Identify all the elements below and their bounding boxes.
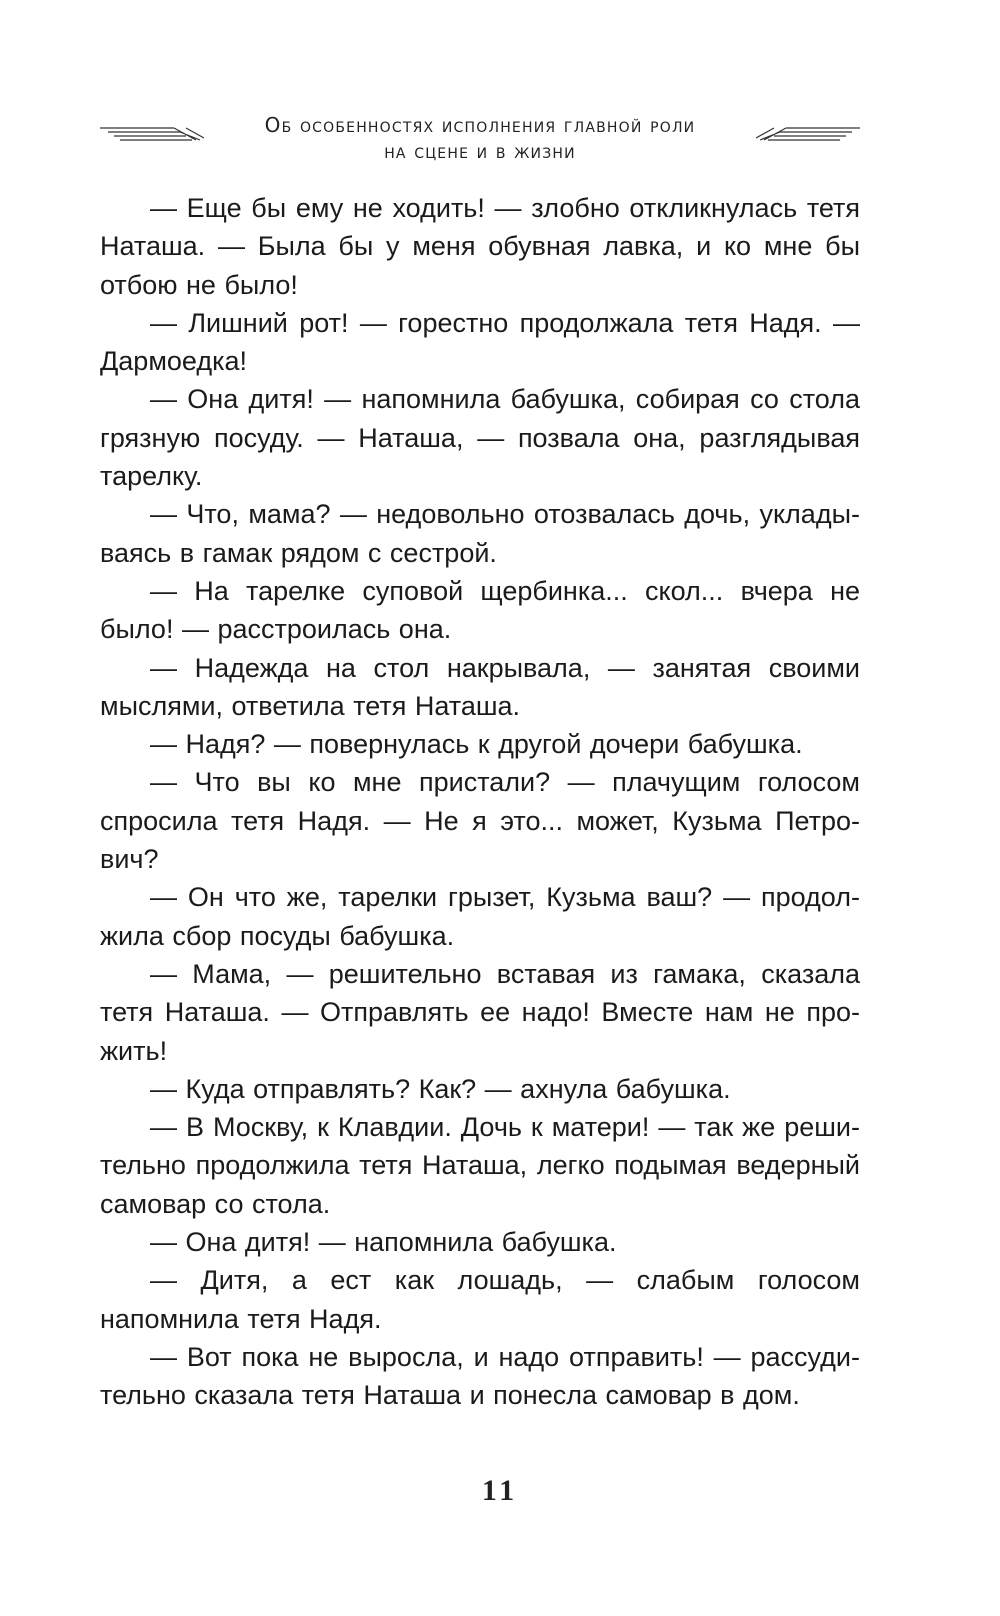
right-ornament-icon bbox=[750, 126, 860, 142]
paragraph: — Что, мама? — недовольно отозвалась дочь, укладываясь в гамак рядом с сестрой. bbox=[100, 499, 860, 568]
page-number: 11 bbox=[481, 1474, 519, 1507]
paragraph: — Надя? — повернулась к другой дочери бабушка. bbox=[150, 729, 803, 760]
paragraph: — Что вы ко мне пристали? — плачущим голосом спросила тетя Надя. — Не я это... может, Кузьма Петрович? bbox=[100, 767, 860, 875]
running-header bbox=[100, 112, 860, 172]
paragraph: — Еще бы ему не ходить! — злобно откликнулась тетя Наташа. — Была бы у меня обувная лавка, и ко мне бы отбою не было! bbox=[100, 193, 860, 300]
paragraph: — На тарелке суповой щербинка... скол... вчера не было! — расстроилась она. bbox=[100, 575, 860, 645]
paragraph: — Дитя, а ест как лошадь, — слабым голосом напомнила тетя Надя. bbox=[100, 1265, 860, 1334]
paragraph: — Мама, — решительно вставая из гамака, сказала тетя Наташа. — Отправлять ее надо! Вместе нам не прожить! bbox=[100, 958, 860, 1066]
header-title bbox=[200, 112, 760, 164]
paragraph: — Он что же, тарелки грызет, Кузьма ваш? — продолжила сбор посуды бабушка. bbox=[100, 882, 860, 951]
body-text bbox=[100, 189, 860, 1415]
paragraph: — Вот пока не выросла, и надо отправить! — рассудительно сказала тетя Наташа и понесла самовар в дом. bbox=[100, 1341, 860, 1411]
paragraph: — Надежда на стол накрывала, — занятая своими мыслями, ответила тетя Наташа. bbox=[100, 652, 860, 721]
paragraph: — Куда отправлять? Как? — ахнула бабушка. bbox=[150, 1073, 731, 1104]
left-ornament-icon bbox=[100, 126, 210, 142]
paragraph: — Она дитя! — напомнила бабушка, собирая со стола грязную посуду. — Наташа, — позвала она, разглядывая тарелку. bbox=[100, 384, 860, 492]
paragraph: — В Москву, к Клавдии. Дочь к матери! — так же решительно продолжила тетя Наташа, легко подымая ведерный самовар со стола. bbox=[100, 1112, 860, 1219]
header-title-line-2: на сцене и в жизни bbox=[384, 139, 576, 163]
header-title-line-1: Об особенностях исполнения главной роли bbox=[264, 113, 696, 137]
paragraph: — Она дитя! — напомнила бабушка. bbox=[150, 1227, 617, 1258]
paragraph: — Лишний рот! — горестно продолжала тетя Надя. — Дармоедка! bbox=[100, 307, 860, 377]
